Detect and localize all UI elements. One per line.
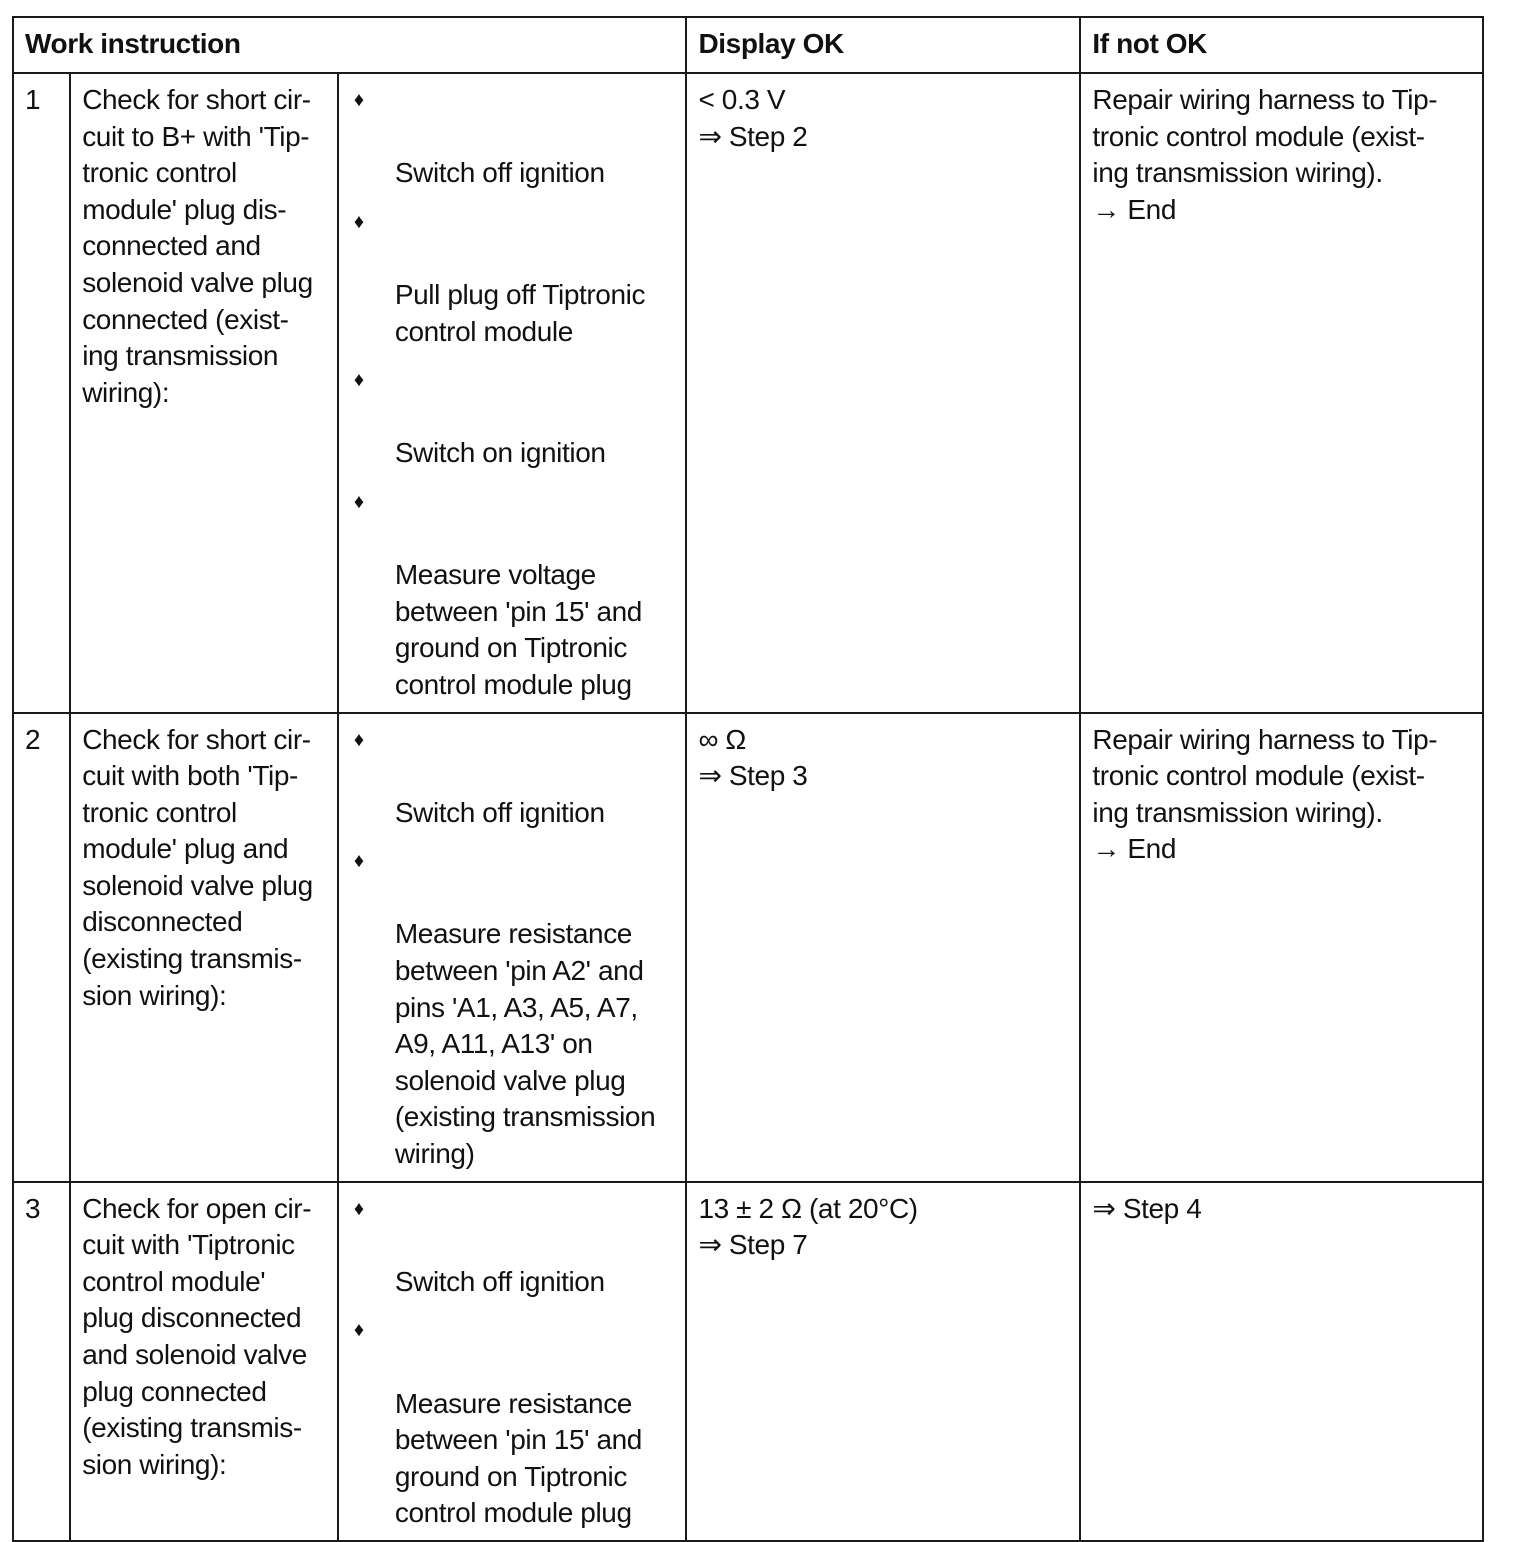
step-actions xyxy=(338,1182,687,1541)
list-item xyxy=(350,362,676,472)
end-marker: → End xyxy=(1092,833,1176,865)
action-text: Switch off ignition xyxy=(394,157,605,189)
list-item xyxy=(350,1191,676,1301)
table-row xyxy=(13,73,1483,713)
diamond-bullet-icon: ♦ xyxy=(353,728,364,751)
next-step: ⇒ Step 7 xyxy=(698,1229,808,1261)
list-item xyxy=(350,843,676,1172)
display-ok-cell xyxy=(686,713,1080,1182)
table-row xyxy=(13,713,1483,1182)
step-number: 3 xyxy=(13,1182,70,1541)
next-step: ⇒ Step 4 xyxy=(1092,1192,1202,1224)
if-not-ok-cell xyxy=(1080,1182,1483,1541)
repair-instruction: Repair wiring harness to Tip- tronic control module (exist- ing transmission wiring). xyxy=(1092,84,1438,189)
diamond-bullet-icon: ♦ xyxy=(353,369,364,392)
diamond-bullet-icon: ♦ xyxy=(353,490,364,513)
list-item xyxy=(350,82,676,192)
if-not-ok-cell xyxy=(1080,713,1483,1182)
list-item xyxy=(350,204,676,350)
action-list xyxy=(350,722,676,1173)
action-list xyxy=(350,82,676,704)
action-text: Pull plug off Tiptronic control module xyxy=(394,278,646,347)
header-display-ok: Display OK xyxy=(686,17,1080,73)
action-text: Switch on ignition xyxy=(394,437,606,469)
table-row xyxy=(13,1182,1483,1541)
step-description: Check for open cir- cuit with 'Tiptronic control module' plug disconnected and solenoid valve plug connected (existing transmis- sion wiring): xyxy=(70,1182,338,1541)
diamond-bullet-icon: ♦ xyxy=(353,210,364,233)
display-ok-cell xyxy=(686,73,1080,713)
action-text: Measure resistance between 'pin A2' and pins 'A1, A3, A5, A7, A9, A11, A13' on solenoid valve plug (existing transmission wiring) xyxy=(394,918,656,1170)
action-list xyxy=(350,1191,676,1532)
list-item xyxy=(350,722,676,832)
diamond-bullet-icon: ♦ xyxy=(353,850,364,873)
if-not-ok-cell xyxy=(1080,73,1483,713)
step-actions xyxy=(338,713,687,1182)
next-step: ⇒ Step 2 xyxy=(698,120,808,152)
action-text: Switch off ignition xyxy=(394,1265,605,1297)
next-step: ⇒ Step 3 xyxy=(698,760,808,792)
action-text: Measure voltage between 'pin 15' and ground on Tiptronic control module plug xyxy=(394,559,642,700)
step-number: 2 xyxy=(13,713,70,1182)
header-if-not-ok: If not OK xyxy=(1080,17,1483,73)
step-description: Check for short cir- cuit to B+ with 'Tip- tronic control module' plug dis- connected and solenoid valve plug connected (exist- ing transmission wiring): xyxy=(70,73,338,713)
step-description: Check for short cir- cuit with both 'Tip- tronic control module' plug and solenoid valve plug disconnected (existing transmis- sion wiring): xyxy=(70,713,338,1182)
display-ok-cell xyxy=(686,1182,1080,1541)
work-instruction-table xyxy=(12,16,1484,1542)
expected-value: ∞ Ω xyxy=(698,723,746,755)
step-number: 1 xyxy=(13,73,70,713)
action-text: Switch off ignition xyxy=(394,796,605,828)
table-header-row xyxy=(13,17,1483,73)
header-work-instruction: Work instruction xyxy=(13,17,686,73)
diamond-bullet-icon: ♦ xyxy=(353,89,364,111)
end-marker: → End xyxy=(1092,193,1176,225)
list-item xyxy=(350,1312,676,1532)
step-actions xyxy=(338,73,687,713)
repair-instruction: Repair wiring harness to Tip- tronic control module (exist- ing transmission wiring). xyxy=(1092,723,1438,828)
expected-value: < 0.3 V xyxy=(698,84,786,115)
list-item xyxy=(350,484,676,704)
expected-value: 13 ± 2 Ω (at 20°C) xyxy=(698,1192,918,1224)
diamond-bullet-icon: ♦ xyxy=(353,1319,364,1342)
diamond-bullet-icon: ♦ xyxy=(353,1197,364,1220)
action-text: Measure resistance between 'pin 15' and ground on Tiptronic control module plug xyxy=(394,1387,642,1529)
